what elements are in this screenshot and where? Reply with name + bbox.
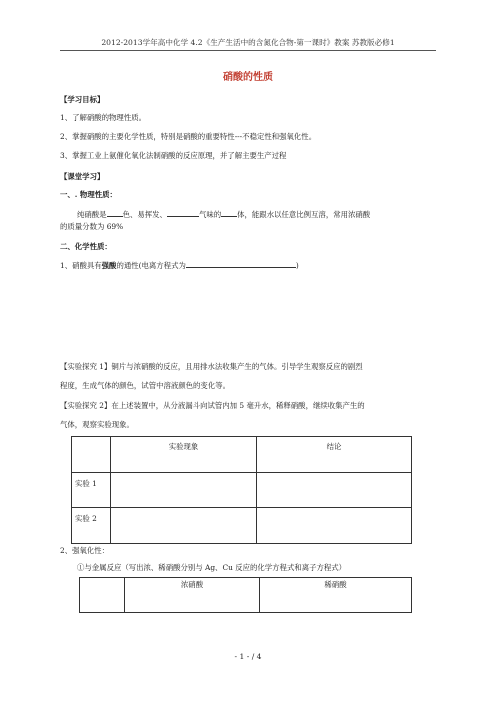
goal-item-2: 2、掌握硝酸的主要化学性质，特别是硝酸的重要特性---不稳定性和强氧化性。 — [60, 132, 317, 141]
page-header: 2012-2013学年高中化学 4.2《生产生活中的含氮化合物-第一课时》教案 苏教版必修1 — [101, 38, 395, 47]
table-row — [72, 508, 412, 544]
physical-text-a: 纯硝酸是 — [77, 210, 107, 219]
chem-item-bold: 强酸 — [101, 261, 117, 270]
reaction-table — [79, 577, 412, 613]
oxidation-sub: ①与金属反应（写出浓、稀硝酸分别与 Ag、Cu 反应的化学方程式和离子方程式） — [77, 563, 347, 572]
chemical-heading: 二、化学性质： — [60, 242, 112, 251]
equation-blank[interactable] — [186, 259, 296, 268]
exp1-line-2: 程度，生成气体的颜色，试管中溶液颜色的变化等。 — [60, 381, 230, 390]
chem-item-end: ) — [295, 261, 299, 270]
physical-text-d: 体，能跟水以任意比例互溶，常用浓硝酸 — [237, 210, 371, 219]
header-cell-concentrated: 浓硝酸 — [125, 578, 260, 613]
row-label-exp1: 实验 1 — [72, 473, 111, 508]
physical-text-c: 气味的 — [198, 210, 222, 219]
header-cell-conclusion: 结论 — [257, 437, 412, 473]
state-blank[interactable] — [221, 208, 237, 217]
smell-blank[interactable] — [167, 208, 199, 217]
answer-cell[interactable] — [257, 508, 412, 544]
page-footer: - 1 - / 4 — [234, 652, 262, 661]
header-cell-dilute: 稀硝酸 — [260, 578, 412, 613]
header-rule — [60, 50, 436, 51]
physical-line-1 — [77, 208, 370, 220]
header-cell-empty — [72, 437, 111, 473]
goal-item-3: 3、掌握工业上氨催化氧化法制硝酸的反应原理，并了解主要生产过程 — [60, 151, 287, 160]
table-header-row — [72, 437, 412, 473]
header-cell-phenomenon: 实验现象 — [111, 437, 257, 473]
answer-cell[interactable] — [257, 473, 412, 508]
exp2-line-1: 【实验探究 2】在上述装置中，从分液漏斗向试管内加 5 毫升水，稀释硝酸，继续收集产生的 — [60, 401, 365, 410]
table-header-row — [80, 578, 412, 613]
exp1-line-1: 【实验探究 1】铜片与浓硝酸的反应，且用排水法收集产生的气体。引导学生观察反应的剧烈 — [60, 362, 363, 371]
row-label-exp2: 实验 2 — [72, 508, 111, 544]
goals-heading: 【学习目标】 — [60, 95, 105, 104]
color-blank[interactable] — [107, 208, 123, 217]
table-row — [72, 473, 412, 508]
oxidation-heading: 2、强氧化性： — [60, 546, 110, 555]
chemical-item-1 — [60, 259, 299, 271]
class-heading: 【课堂学习】 — [60, 172, 105, 181]
answer-cell[interactable] — [111, 473, 257, 508]
header-cell-empty — [80, 578, 125, 613]
page-title: 硝酸的性质 — [223, 72, 273, 83]
experiment-table — [71, 436, 412, 544]
goal-item-1: 1、了解硝酸的物理性质。 — [60, 113, 147, 122]
physical-text-b: 色、易挥发、 — [122, 210, 167, 219]
chem-item-post: 的通性(电离方程式为 — [116, 261, 186, 270]
physical-line-2: 的质量分数为 69% — [60, 222, 124, 231]
chem-item-pre: 1、硝酸具有 — [60, 261, 102, 270]
exp2-line-2: 气体，观察实验现象。 — [60, 420, 134, 429]
answer-cell[interactable] — [111, 508, 257, 544]
physical-heading: 一、. 物理性质： — [60, 190, 117, 199]
